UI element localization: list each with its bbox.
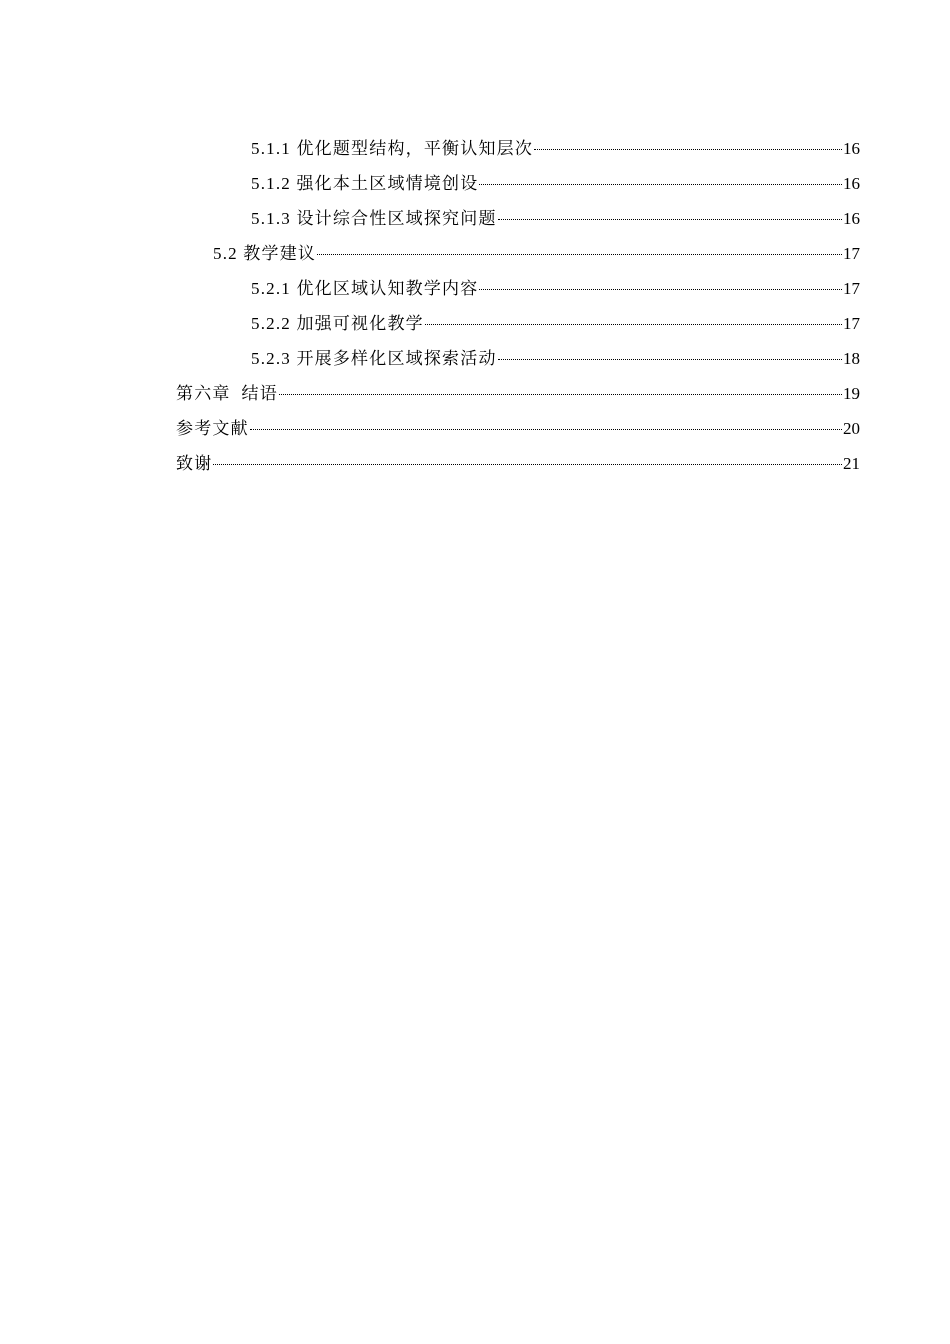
- toc-entry-chapter-6[interactable]: [176, 380, 860, 415]
- toc-page-number: 18: [843, 349, 860, 368]
- toc-entry-5-1-1[interactable]: [176, 135, 860, 170]
- toc-dot-leader: [534, 149, 842, 150]
- toc-dot-leader: [317, 254, 842, 255]
- toc-entry-title: 5.2.2 加强可视化教学: [251, 314, 424, 333]
- toc-page-number: 17: [843, 244, 860, 263]
- toc-entry-5-2-3[interactable]: [176, 345, 860, 380]
- toc-dot-leader: [250, 429, 842, 430]
- toc-dot-leader: [479, 184, 842, 185]
- toc-entry-title: 参考文献: [176, 419, 249, 438]
- toc-page-number: 21: [843, 454, 860, 473]
- toc-entry-5-1-2[interactable]: [176, 170, 860, 205]
- toc-entry-5-2-2[interactable]: [176, 310, 860, 345]
- toc-page-number: 16: [843, 209, 860, 228]
- toc-page-number: 16: [843, 139, 860, 158]
- toc-page-number: 16: [843, 174, 860, 193]
- toc-dot-leader: [479, 289, 842, 290]
- toc-page-number: 17: [843, 279, 860, 298]
- toc-entry-title: 5.1.2 强化本土区域情境创设: [251, 174, 479, 193]
- toc-dot-leader: [279, 394, 842, 395]
- toc-dot-leader: [213, 464, 842, 465]
- toc-entry-5-2-1[interactable]: [176, 275, 860, 310]
- toc-entry-title: 5.1.1 优化题型结构，平衡认知层次: [251, 139, 534, 158]
- toc-page-number: 17: [843, 314, 860, 333]
- toc-entry-references[interactable]: [176, 415, 860, 450]
- toc-entry-title: 致谢: [176, 454, 213, 473]
- toc-entry-title: 第六章 结语: [176, 384, 278, 403]
- toc-entry-title: 5.2 教学建议: [213, 244, 317, 263]
- toc-entry-5-1-3[interactable]: [176, 205, 860, 240]
- toc-entry-title: 5.2.3 开展多样化区域探索活动: [251, 349, 497, 368]
- toc-dot-leader: [425, 324, 842, 325]
- toc-dot-leader: [498, 359, 842, 360]
- toc-entry-title: 5.1.3 设计综合性区域探究问题: [251, 209, 497, 228]
- toc-page-number: 20: [843, 419, 860, 438]
- toc-entry-title: 5.2.1 优化区域认知教学内容: [251, 279, 479, 298]
- toc-entry-5-2[interactable]: [176, 240, 860, 275]
- table-of-contents: [176, 135, 860, 485]
- toc-page-number: 19: [843, 384, 860, 403]
- toc-entry-acknowledgements[interactable]: [176, 450, 860, 485]
- toc-dot-leader: [498, 219, 842, 220]
